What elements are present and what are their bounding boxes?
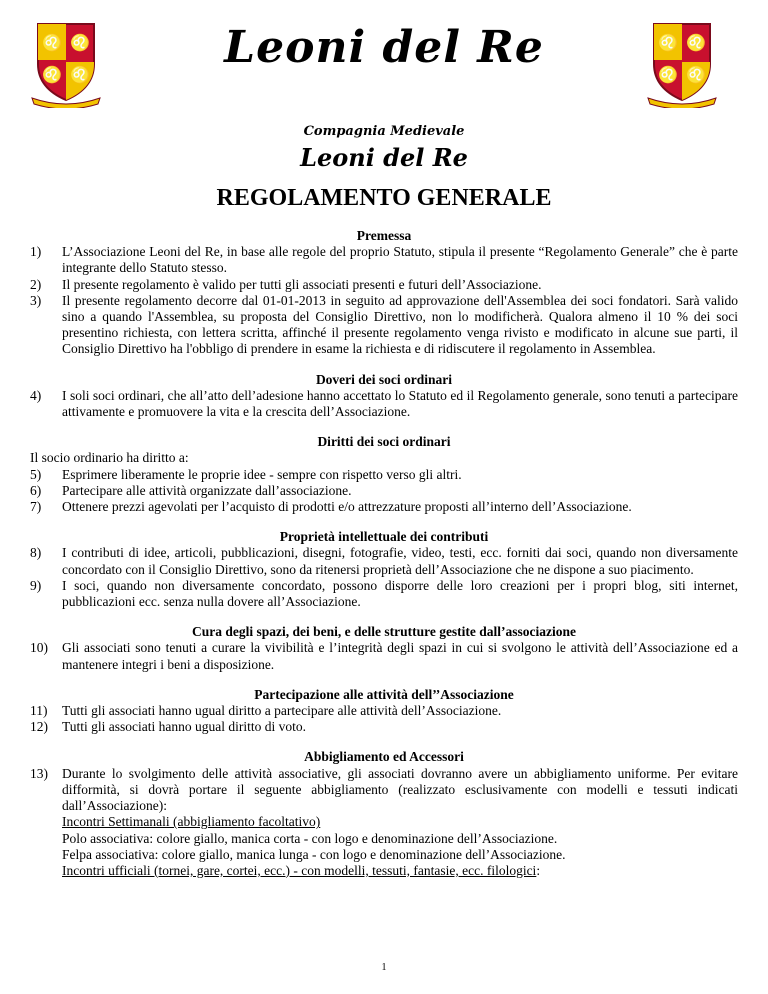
list-item: 2) Il presente regolamento è valido per tutti gli associati presenti e futuri dell’Associazione. — [30, 276, 542, 292]
list-item: 7) Ottenere prezzi agevolati per l’acquisto di prodotti e/o attrezzature proposti all’interno dell’Associazione. — [30, 499, 632, 515]
document-title: REGOLAMENTO GENERALE — [216, 185, 552, 211]
polo-description: Polo associativa: colore giallo, manica corta - con logo e denominazione dell’Associazione. — [62, 830, 558, 846]
section-diritti — [30, 434, 738, 515]
svg-text:♌: ♌ — [686, 33, 706, 52]
felpa-description: Felpa associativa: colore giallo, manica lunga - con logo e denominazione dell’Associazione. — [62, 846, 566, 862]
section-intro: Il socio ordinario ha diritto a: — [30, 450, 189, 466]
section-proprieta — [30, 529, 738, 610]
weekly-meetings-label: Incontri Settimanali (abbigliamento facoltativo) — [62, 814, 321, 830]
list-item: 5) Esprimere liberamente le proprie idee - sempre con rispetto verso gli altri. — [30, 466, 462, 482]
section-heading: Proprietà intellettuale dei contributi — [279, 529, 489, 545]
section-heading: Partecipazione alle attività dell’’Associazione — [254, 686, 514, 702]
section-heading: Abbigliamento ed Accessori — [304, 749, 464, 765]
brand-title: Leoni del Re — [224, 22, 544, 73]
section-heading: Premessa — [356, 228, 412, 243]
svg-text:♌: ♌ — [658, 65, 678, 84]
document-body — [30, 228, 738, 893]
svg-text:♌: ♌ — [42, 33, 62, 52]
section-partecipazione — [30, 687, 738, 736]
company-subtitle: Compagnia Medievale — [303, 124, 465, 139]
section-doveri — [30, 372, 738, 421]
svg-text:♌: ♌ — [686, 65, 706, 84]
section-abbigliamento — [30, 749, 738, 879]
list-item: 11) Tutti gli associati hanno ugual diritto a partecipare alle attività dell’Associazione. — [30, 703, 502, 719]
list-item: 3) Il presente regolamento decorre dal 01-01-2013 in seguito ad approvazione dell'Assemblea dei soci fondatori. Sarà valido sino a quando l'Assemblea, su proposta del Consiglio Direttivo, non lo modificherà. Qualora almeno il 10 % dei soci presentino richiesta, con lettera scritta, affinché il presente regolamento venga rivisto e modificato in alcune sue parti, il Consiglio Direttivo ha l'obbligo di prendere in esame la richiesta e di ridiscutere il regolamento in Assemblea. — [30, 292, 738, 357]
official-meetings-label: Incontri ufficiali (tornei, gare, cortei, ecc.) - con modelli, tessuti, fantasie, ecc. filologici: — [62, 862, 541, 878]
svg-text:♌: ♌ — [658, 33, 678, 52]
svg-text:♌: ♌ — [42, 65, 62, 84]
list-item: 10) Gli associati sono tenuti a curare la vivibilità e l’integrità degli spazi in cui si svolgono le attività dell’Associazione ed a mantenere integri i beni a disposizione. — [30, 640, 738, 672]
svg-text:♌: ♌ — [70, 33, 90, 52]
list-item: 12) Tutti gli associati hanno ugual diritto di voto. — [30, 719, 306, 735]
section-heading: Diritti dei soci ordinari — [317, 434, 451, 450]
section-premessa — [30, 228, 738, 358]
company-name: Leoni del Re — [300, 143, 468, 172]
section-cura — [30, 624, 738, 673]
section-heading: Doveri dei soci ordinari — [315, 371, 453, 387]
list-item: 1) L’Associazione Leoni del Re, in base alle regole del proprio Statuto, stipula il presente “Regolamento Generale” che è parte integrante dello Statuto stesso. — [30, 244, 738, 276]
list-item: 13) Durante lo svolgimento delle attività associative, gli associati dovranno avere un abbigliamento uniforme. Per evitare difformità, si dovrà portare il seguente abbigliamento (realizzato esclusivamente con modelli e tessuti indicati dall’Associazione): — [30, 765, 738, 814]
list-item: 8) I contributi di idee, articoli, pubblicazioni, disegni, fotografie, video, testi, ecc. forniti dai soci, quando non diversamente concordato con il Consiglio Direttivo, sono da ritenersi proprietà dell’Associazione che ne dispone a suo piacimento. — [30, 545, 738, 577]
page-number: 1 — [381, 962, 387, 973]
list-item: 9) I soci, quando non diversamente concordato, possono disporre delle loro creazioni per i propri blog, siti internet, pubblicazioni ecc. senza nulla dovere all’Associazione. — [30, 577, 738, 610]
list-item: 4) I soli soci ordinari, che all’atto dell’adesione hanno accettato lo Statuto ed il Regolamento generale, sono tenuti a partecipare attivamente e promuovere la vita e la crescita dell’Associazione. — [30, 387, 738, 420]
svg-text:♌: ♌ — [70, 65, 90, 84]
list-item: 6) Partecipare alle attività organizzate dall’associazione. — [30, 482, 352, 498]
section-heading: Cura degli spazi, dei beni, e delle strutture gestite dall’associazione — [191, 624, 577, 640]
